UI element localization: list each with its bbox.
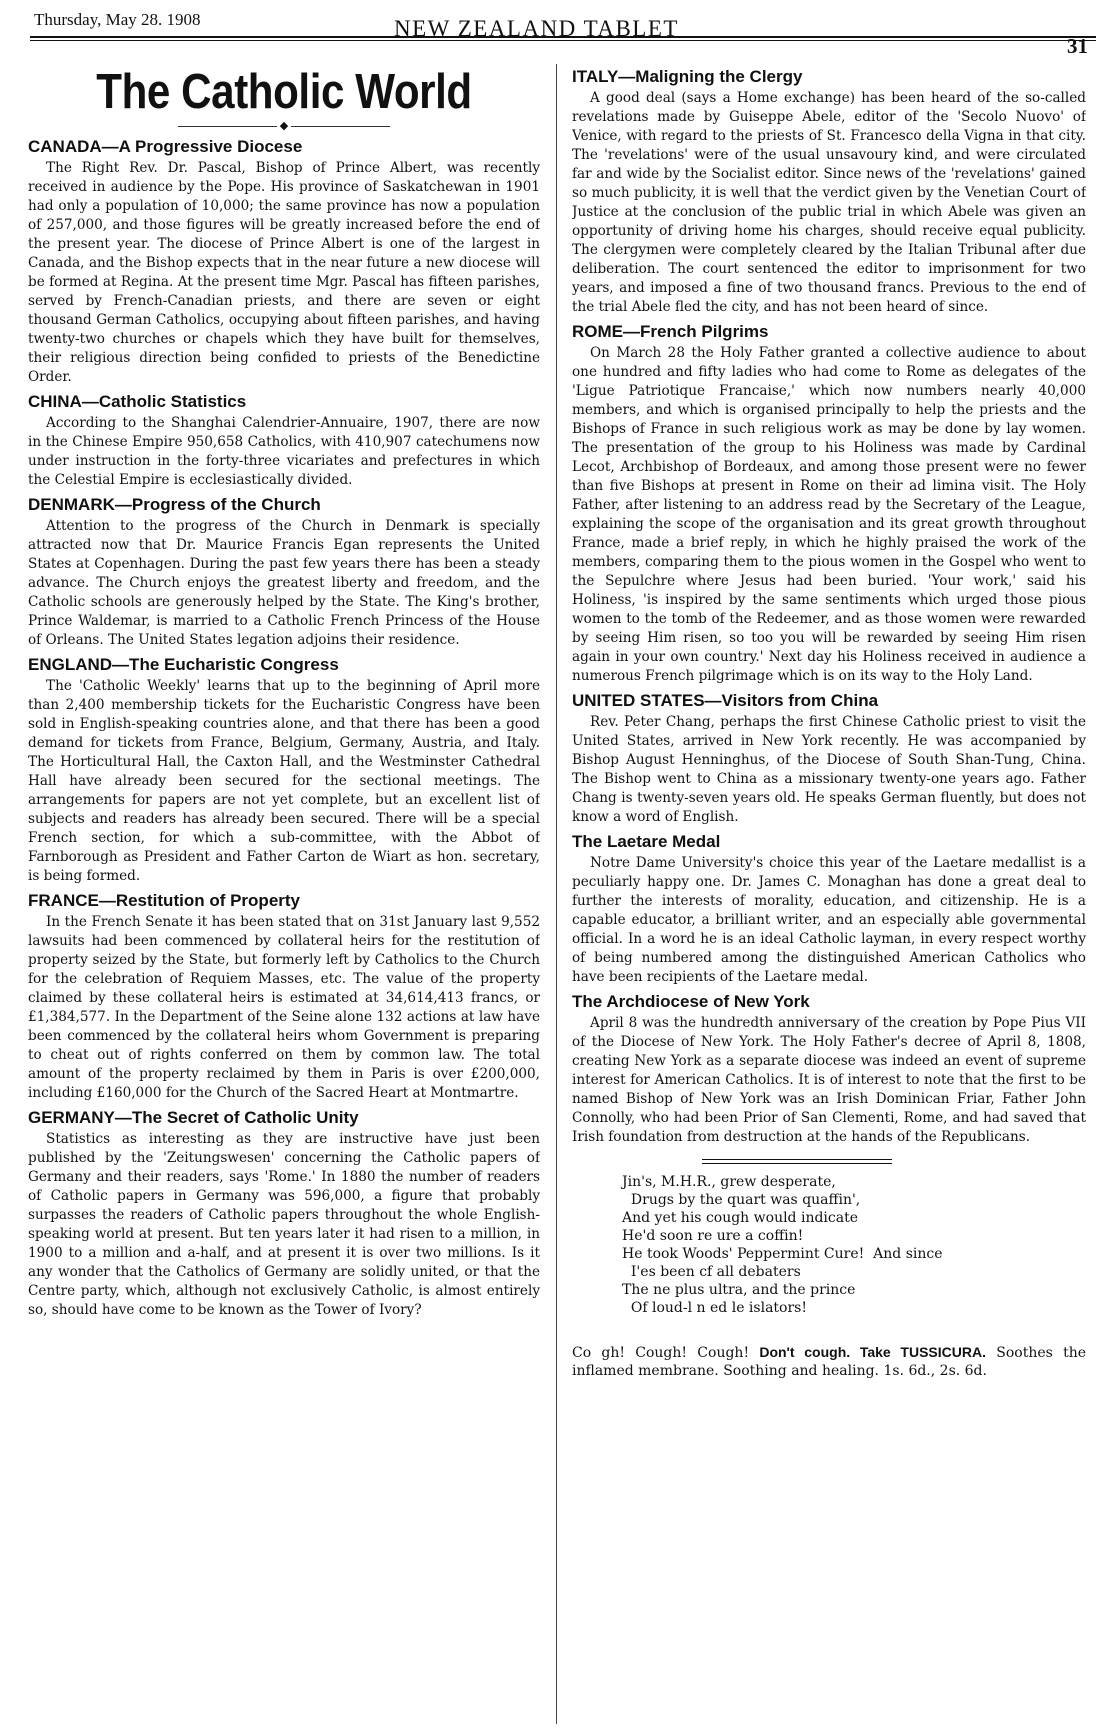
advert-bold: Don't cough. Take TUSSICURA. xyxy=(759,1344,986,1360)
poem-line: The ne plus ultra, and the prince xyxy=(622,1282,856,1298)
masthead-rule xyxy=(30,36,1096,38)
advert-rest: Soothes the inflamed membrane. Soothing and healing. 1s. 6d., 2s. 6d. xyxy=(572,1345,1086,1379)
article-heading: CANADA—A Progressive Diocese xyxy=(28,137,303,156)
advert-text xyxy=(572,1343,1086,1380)
poem-line: He took Woods' Peppermint Cure! And since xyxy=(622,1246,943,1262)
article-body: Statistics as interesting as they are instructive have just been published by the 'Zeitungswesen' concerning the Catholic papers of Germany and their readers, says 'Rome.' In 1880 the number of readers of Catholic papers in Germany was 596,000, a figure that probably surpasses the readers of Catholic papers throughout the whole English-speaking world at present. But ten years later it had risen to a million, in 1900 to a million and a-half, and at present it is over two millions. Is it any wonder that the Catholics of Germany are solidly united, or that the Centre party, which, although not exclusively Catholic, is almost entirely so, should have come to be known as the Tower of Ivory? xyxy=(28,1131,540,1318)
advert-lead: Co gh! Cough! Cough! xyxy=(572,1345,760,1361)
poem-line: And yet his cough would indicate xyxy=(622,1210,859,1226)
article-heading: UNITED STATES—Visitors from China xyxy=(572,691,879,710)
article-body: Notre Dame University's choice this year of the Laetare medallist is a peculiarly happy one. Dr. James C. Monaghan has done a great deal to further the interests of morality, education, and citizenship. He is a capable educator, a brilliant writer, and an especially able governmental official. In a word he is an ideal Catholic layman, in every respect worthy of being numbered among the distinguished American Catholics who have been recipients of the Laetare medal. xyxy=(572,855,1086,985)
diamond-icon: ◆ xyxy=(277,119,291,132)
article-heading: GERMANY—The Secret of Catholic Unity xyxy=(28,1108,359,1127)
page-number: 31 xyxy=(1067,34,1088,58)
article-heading: ITALY—Maligning the Clergy xyxy=(572,67,803,86)
article-body: According to the Shanghai Calendrier-Annuaire, 1907, there are now in the Chinese Empire 950,658 Catholics, with 410,907 catechumens now under instruction in the forty-three vicariates and prefectures in which the Celestial Empire is ecclesiastically divided. xyxy=(28,415,540,488)
poem-line: Drugs by the quart was quaffin', xyxy=(622,1192,861,1208)
poem-line: I'es been cf all debaters xyxy=(622,1264,801,1280)
article-body: In the French Senate it has been stated that on 31st January last 9,552 lawsuits had been commenced by collateral heirs for the restitution of property seized by the State, but formerly left by Catholics to the Church for the celebration of Requiem Masses, etc. The value of the property claimed by these collateral heirs is estimated at 34,614,413 francs, or £1,384,577. In the Department of the Seine alone 132 actions at law have been commenced by the collateral heirs whom Government is preparing to cheat out of rights conferred on them by common law. The total amount of the property reclaimed by them in Paris is over £200,000, including £160,000 for the Church of the Sacred Heart at Montmartre. xyxy=(28,914,540,1101)
issue-date: Thursday, May 28. 1908 xyxy=(34,10,201,29)
article-heading: The Laetare Medal xyxy=(572,832,721,851)
article-body: The 'Catholic Weekly' learns that up to the beginning of April more than 2,400 membership tickets for the Eucharistic Congress have been sold in English-speaking countries alone, and that there has been a good demand for tickets from France, Belgium, Germany, Austria, and Italy. The Horticultural Hall, the Caxton Hall, and the Westminster Cathedral Hall have already been secured for the sectional meetings. The arrangements for papers are not yet complete, but an excellent list of subjects and readers has already been secured. There will be a special French section, for which a sub-committee, with the Abbot of Farnborough as President and Father Carton de Wiart as hon. secretary, is being formed. xyxy=(28,678,540,884)
article-heading: The Archdiocese of New York xyxy=(572,992,810,1011)
article-heading: FRANCE—Restitution of Property xyxy=(28,891,300,910)
right-column xyxy=(572,62,1086,1722)
left-articles xyxy=(28,137,540,1320)
section-rule xyxy=(572,1159,1086,1165)
right-articles xyxy=(572,67,1086,1147)
advert-poem xyxy=(622,1173,1086,1317)
poem-line: Jin's, M.H.R., grew desperate, xyxy=(622,1174,836,1190)
left-column xyxy=(28,62,540,1722)
article-body: April 8 was the hundredth anniversary of the creation by Pope Pius VII of the Diocese of New York. The Holy Father's decree of April 8, 1808, creating New York as a separate diocese was indeed an event of supreme interest for American Catholics. It is of interest to note that the first to be named Bishop of New York was an Irish Dominican Friar, Father John Connolly, who had been Prior of San Clementi, Rome, and had saved that Irish foundation from destruction at the hands of the Republicans. xyxy=(572,1015,1086,1145)
column-divider xyxy=(556,64,557,1724)
poem-line: He'd soon re ure a coffin! xyxy=(622,1228,804,1244)
poem-line: Of loud-l n ed le islators! xyxy=(622,1300,807,1316)
article-body: A good deal (says a Home exchange) has been heard of the so-called revelations made by Guiseppe Abele, editor of the 'Secolo Nuovo' of Venice, with regard to the priests of St. Francesco della Vigna in that city. The 'revelations' were of the usual unsavoury kind, and were circulated far and wide by the Socialist editor. Since news of the 'revelations' gained so much publicity, it is well that the verdict given by the Venetian Court of Justice at the conclusion of the public trial in which Abele was given an opportunity of driving home his charges, should receive equal publicity. The clergymen were completely cleared by the Italian Tribunal after due deliberation. The court sentenced the editor to imprisonment for two years, and imposed a fine of two thousand francs. Previous to the end of the trial Abele fled the city, and has not been heard of since. xyxy=(572,90,1086,315)
paper-name: NEW ZEALAND TABLET xyxy=(394,16,679,41)
article-body: The Right Rev. Dr. Pascal, Bishop of Prince Albert, was recently received in audience by the Pope. His province of Saskatchewan in 1901 had only a population of 10,000; the same province has now a population of 257,000, and those figures will be greatly increased before the end of the present year. The diocese of Prince Albert is one of the largest in Canada, and the Bishop expects that in the near future a new diocese will be formed at Regina. At the present time Mgr. Pascal has fifteen parishes, served by French-Canadian priests, and there are seven or eight thousand German Catholics, occupying about fifteen parishes, and having twenty-two churches or chapels which they have built for themselves, their religious direction being confided to priests of the Benedictine Order. xyxy=(28,160,540,385)
article-heading: DENMARK—Progress of the Church xyxy=(28,495,321,514)
section-title: The Catholic World xyxy=(96,65,472,119)
title-ornament xyxy=(28,120,540,132)
article-body: Rev. Peter Chang, perhaps the first Chinese Catholic priest to visit the United States, arrived in New York recently. He was accompanied by Bishop August Henninghus, of the Diocese of South Shan-Tung, China. The Bishop went to China as a missionary twenty-one years ago. Father Chang is twenty-seven years old. He speaks German fluently, but does not know a word of English. xyxy=(572,714,1086,825)
masthead-rule-thin xyxy=(30,40,1096,41)
article-heading: ENGLAND—The Eucharistic Congress xyxy=(28,655,339,674)
article-body: Attention to the progress of the Church in Denmark is specially attracted now that Dr. Maurice Francis Egan represents the United States at Copenhagen. During the past few years there has been a steady advance. The Church enjoys the greatest liberty and freedom, and the Catholic schools are generously helped by the State. The King's brother, Prince Waldemar, is married to a Catholic French Princess of the House of Orleans. The United States legation adjoins their residence. xyxy=(28,518,540,648)
article-heading: CHINA—Catholic Statistics xyxy=(28,392,247,411)
masthead xyxy=(22,4,1106,62)
article-heading: ROME—French Pilgrims xyxy=(572,322,769,341)
article-body: On March 28 the Holy Father granted a collective audience to about one hundred and fifty ladies who had come to Rome as delegates of the 'Ligue Patriotique Francaise,' which now numbers nearly 40,000 members, and which is organised principally to help the priests and the Bishops of France in such religious work as may be done by lay women. The presentation of the group to his Holiness was made by Cardinal Lecot, Archbishop of Bordeaux, and among those present were no fewer than five Bishops at present in Rome on their ad limina visit. The Holy Father, after listening to an address read by the Secretary of the League, explaining the scope of the organisation and its great growth throughout France, made a brief reply, in which he highly praised the work of the members, comparing them to the pious women in the Gospel who went to the Sepulchre where Jesus had been buried. 'Your work,' said his Holiness, 'is inspired by the same sentiments which urged those pious women to the tomb of the Redeemer, and as those women were rewarded by seeing Him risen, so too you will be rewarded by seeing Him risen again in your own country.' Next day his Holiness received in audience a numerous French pilgrimage which is on its way to the Holy Land. xyxy=(572,345,1086,684)
